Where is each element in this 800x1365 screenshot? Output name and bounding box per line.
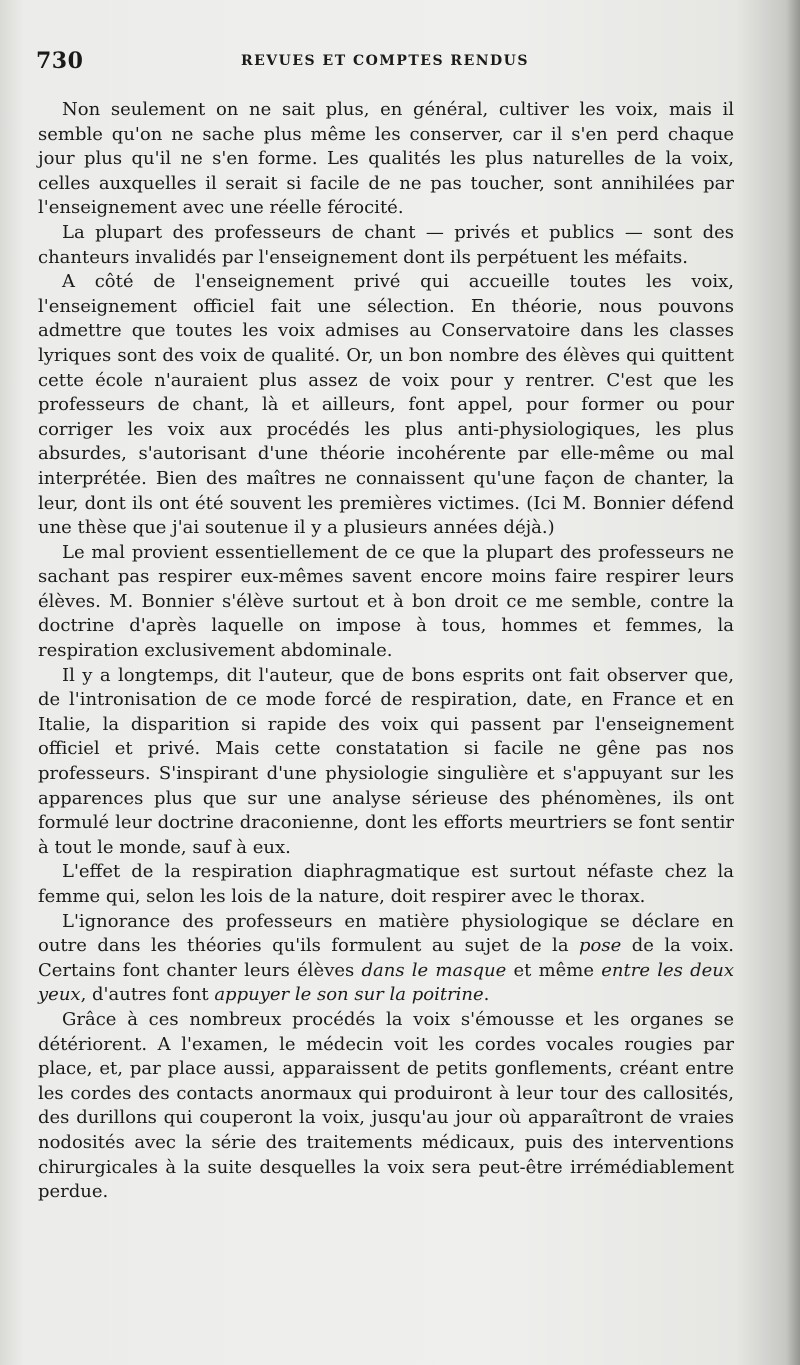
running-head: REVUES ET COMPTES RENDUS xyxy=(241,53,529,69)
italic-entre-les-deux-yeux: entre les deux yeux xyxy=(38,959,734,1006)
paragraph: A côté de l'enseignement privé qui accueille toutes les voix, l'enseignement officiel fait une sélection. En théorie, nous pouvons admettre que toutes les voix admises au Conservatoire dans les classes lyriques sont des voix de qualité. Or, un bon nombre des élèves qui quittent cette école n'auraient plus assez de voix pour y rentrer. C'est que les professeurs de chant, là et ailleurs, font appel, pour former ou pour corriger les voix aux procédés les plus anti-physiologiques, les plus absurdes, s'autorisant d'une théorie incohérente par elle-même ou mal interprétée. Bien des maîtres ne connaissent qu'une façon de chanter, la leur, dont ils ont été souvent les premières victimes. (Ici M. Bonnier défend une thèse que j'ai soutenue il y a plusieurs années déjà.) xyxy=(38,271,734,539)
text-run: et même xyxy=(506,959,602,981)
page-number: 730 xyxy=(36,48,84,74)
text-run: de la voix. Certains font chanter leurs élèves xyxy=(38,935,734,981)
paragraph: Le mal provient essentiellement de ce que la plupart des professeurs ne sachant pas respirer eux-mêmes savent encore moins faire respirer leurs élèves. M. Bonnier s'élève surtout et à bon droit ce me semble, contre la doctrine d'après laquelle on impose à tous, hommes et femmes, la respiration exclusivement abdominale. xyxy=(38,541,734,662)
paragraph: Grâce à ces nombreux procédés la voix s'émousse et les organes se détériorent. A l'examen, le médecin voit les cordes vocales rougies par place, et, par place aussi, apparaissent de petits gonflements, créant entre les cordes des contacts anormaux qui produiront à leur tour des callosités, des durillons qui couperont la voix, jusqu'au jour où apparaîtront de vraies nodosités avec la série des traitements médicaux, puis des interventions chirurgicales à la suite desquelles la voix sera peut-être irrémédiablement perdue. xyxy=(38,1008,734,1203)
body-text xyxy=(38,98,734,1205)
text-run: L'ignorance des professeurs en matière physiologique se déclare en outre dans les théories qu'ils formulent au sujet de la xyxy=(38,910,734,957)
paragraph: Il y a longtemps, dit l'auteur, que de bons esprits ont fait observer que, de l'intronisation de ce mode forcé de respiration, date, en France et en Italie, la disparition si rapide des voix qui passent par l'enseignement officiel et privé. Mais cette constatation si facile ne gêne pas nos professeurs. S'inspirant d'une physiologie singulière et s'appuyant sur les apparences plus que sur une analyse sérieuse des phénomènes, ils ont formulé leur doctrine draconienne, dont les efforts meurtriers se font sentir à tout le monde, sauf à eux. xyxy=(38,664,734,858)
italic-appuyer-le-son: appuyer le son sur la poitrine xyxy=(214,984,484,1006)
page-edge-shadow xyxy=(786,0,800,1365)
text-run: . xyxy=(483,984,490,1006)
italic-dans-le-masque: dans le masque xyxy=(361,959,507,981)
paragraph: La plupart des professeurs de chant — privés et publics — sont des chanteurs invalidés par l'enseignement dont ils perpétuent les méfaits. xyxy=(38,221,734,268)
text-run: , d'autres font xyxy=(80,984,215,1006)
italic-pose: pose xyxy=(579,935,622,957)
page-header xyxy=(36,48,756,82)
paragraph: L'effet de la respiration diaphragmatique est surtout néfaste chez la femme qui, selon les lois de la nature, doit respirer avec le thorax. xyxy=(38,861,734,907)
paragraph-voice-pose xyxy=(38,910,734,1008)
paragraph: Non seulement on ne sait plus, en général, cultiver les voix, mais il semble qu'on ne sache plus même les conserver, car il s'en perd chaque jour plus qu'il ne s'en forme. Les qualités les plus naturelles de la voix, celles auxquelles il serait si facile de ne pas toucher, sont annihilées par l'enseignement avec une réelle férocité. xyxy=(38,99,734,219)
